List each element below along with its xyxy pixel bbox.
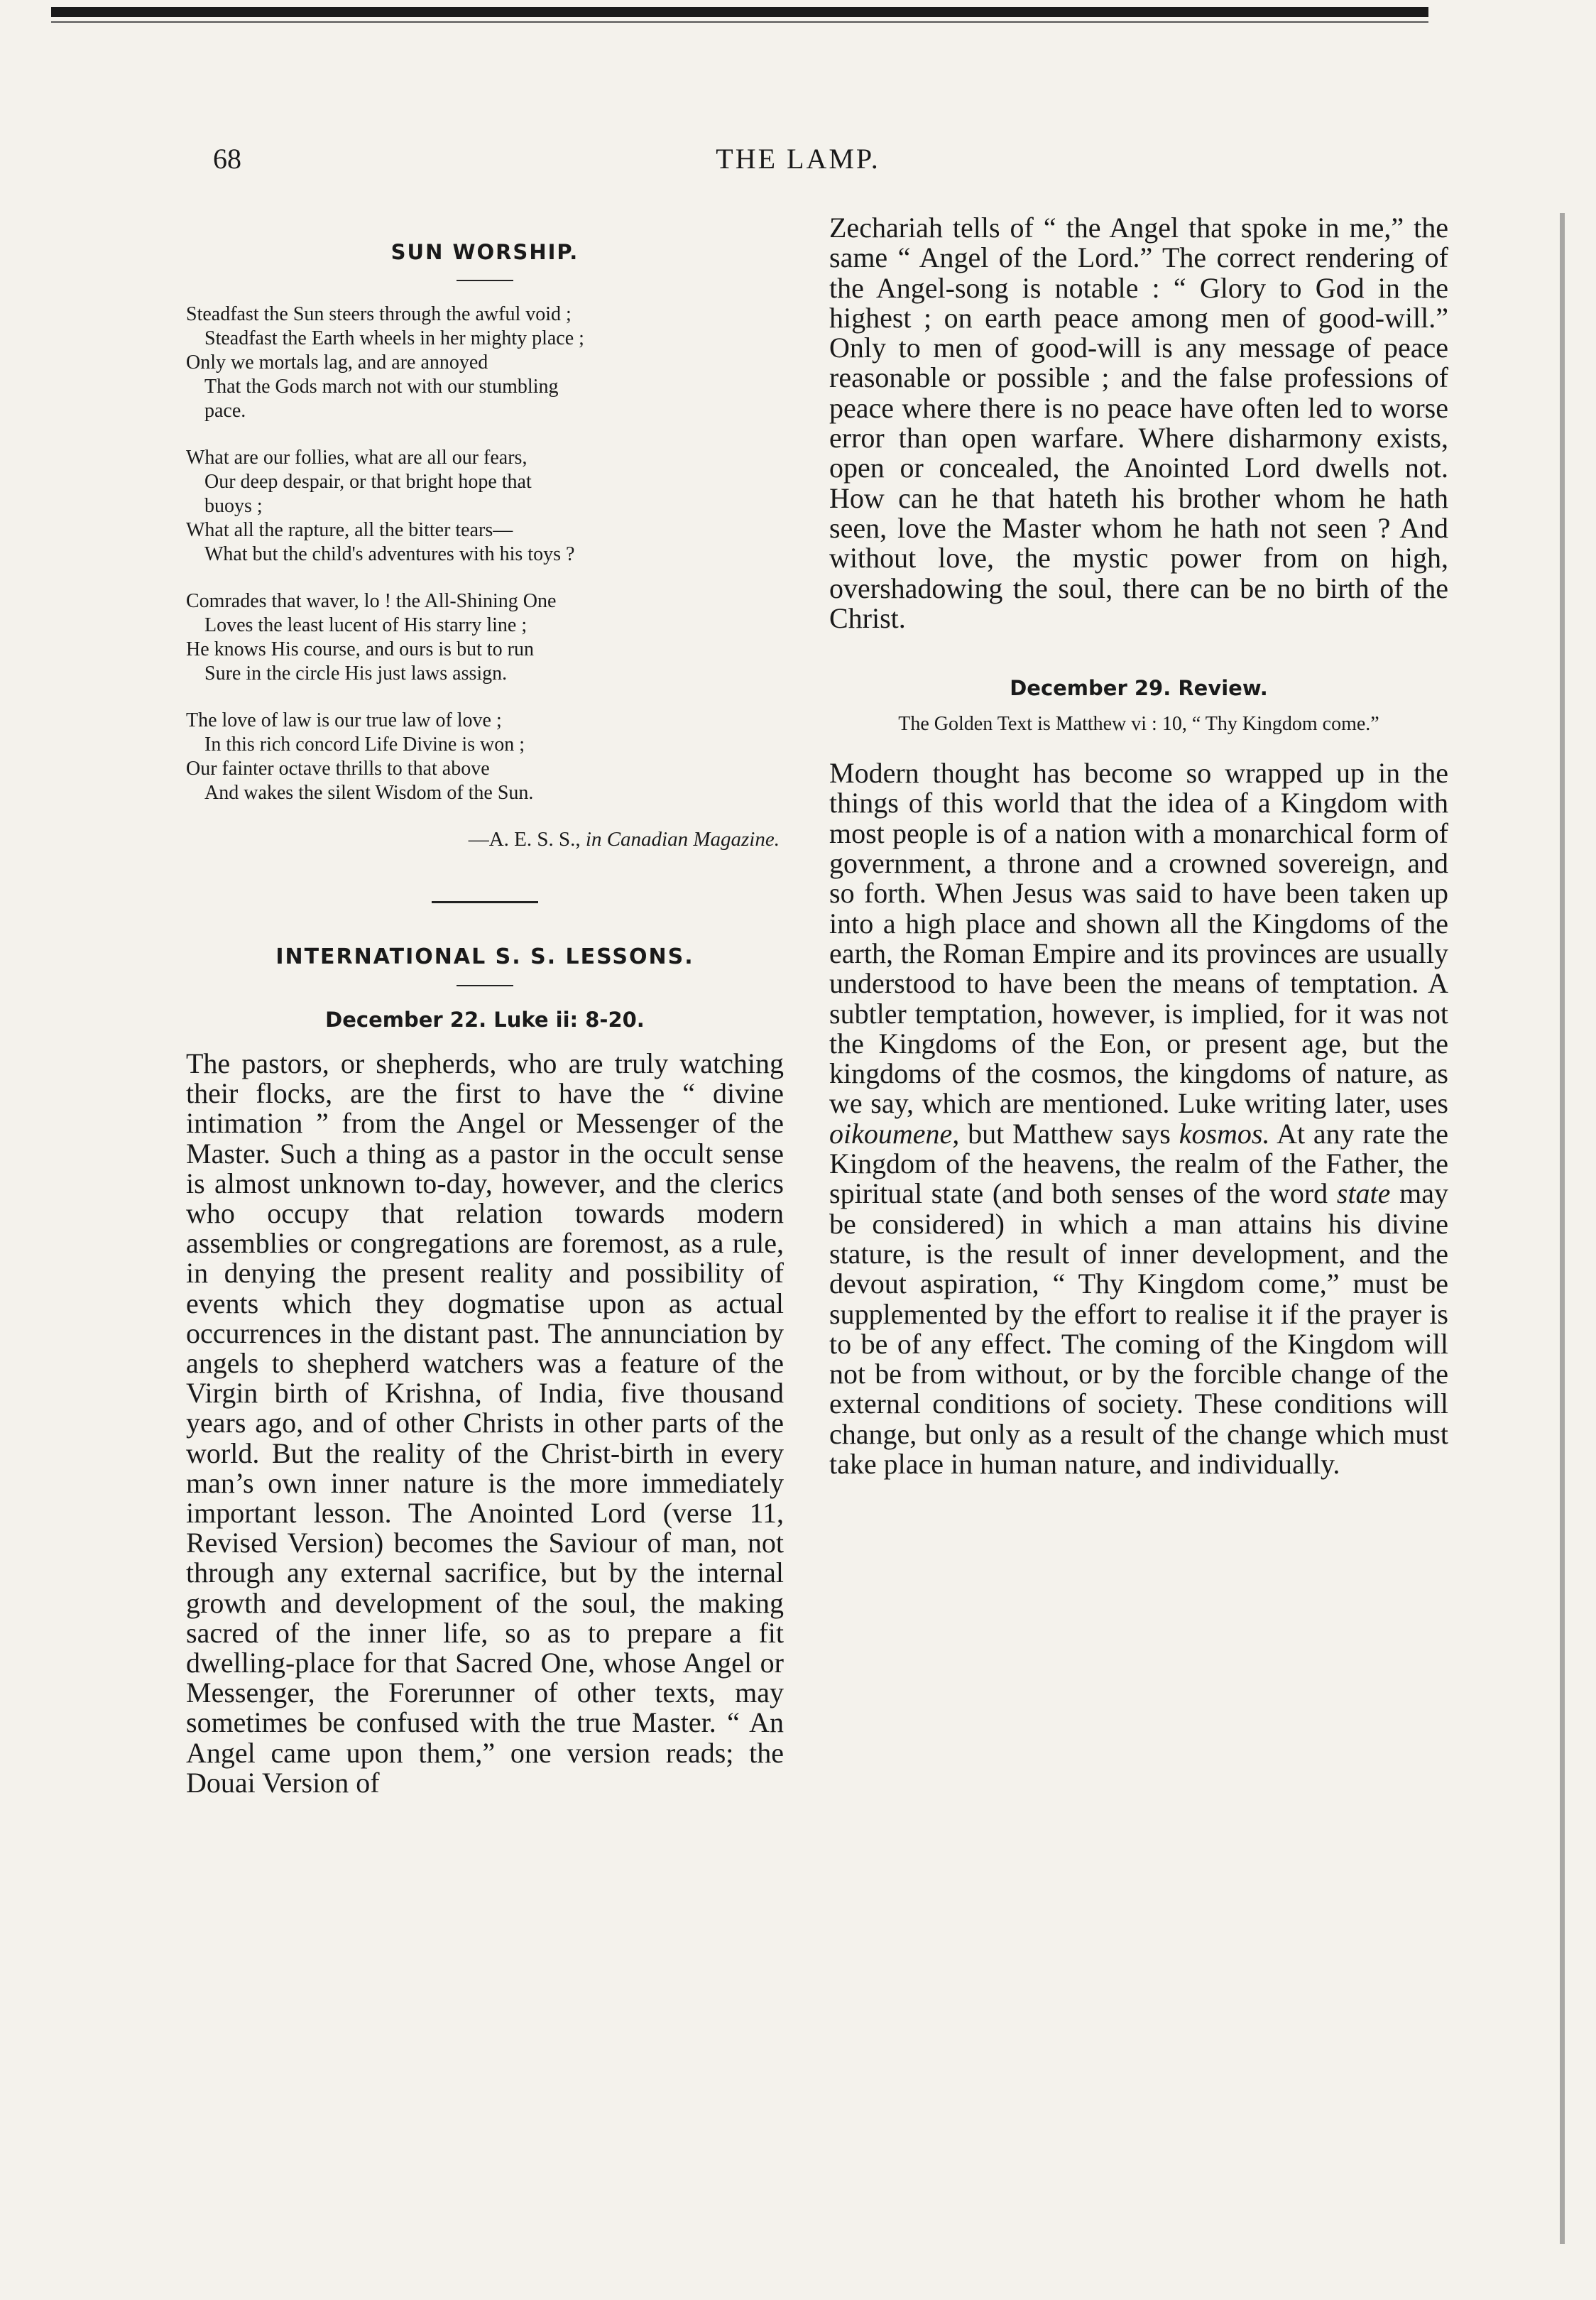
attribution-source: in Canadian Magazine. <box>585 828 780 851</box>
section-divider <box>432 901 538 903</box>
poem-line: Only we mortals lag, and are annoyed <box>186 351 488 374</box>
lesson-body-continued: Zechariah tells of “ the Angel that spoke in me,” the same “ Angel of the Lord.” The correct rendering of the Angel-song is notable : “ Glory to God in the highest ; on earth peace among men of good-will.” Only to men of good-will is any message of peace reasonable or possible ; and the false professions of peace where there is no peace have often led to worse error than open warfare. Where disharmony exists, open or concealed, the Anointed Lord dwells not. How can he that hateth his brother whom he hath seen, love the Master whom he hath not seen ? And without love, the mystic power from on high, overshadowing the soul, there can be no birth of the Christ. <box>829 212 1448 634</box>
attribution-author: —A. E. S. S., <box>468 828 581 851</box>
lesson-body <box>829 758 1448 1479</box>
poem-attribution <box>186 828 784 851</box>
golden-text: The Golden Text is Matthew vi : 10, “ Thy Kingdom come.” <box>898 713 1379 736</box>
poem-line: Comrades that waver, lo ! the All-Shining One <box>186 590 557 612</box>
page-number: 68 <box>213 143 241 175</box>
poem-stanza <box>186 303 784 423</box>
poem-line: Steadfast the Earth wheels in her mighty place ; <box>204 327 584 349</box>
poem-stanza <box>186 589 784 686</box>
poem-line: What but the child's adventures with his toys ? <box>204 543 575 565</box>
binding-edge <box>1560 213 1565 2244</box>
lesson-text-part: At any rate the Kingdom of the heavens, the realm of the Father, the spiritual state (and both senses of the word <box>829 1117 1449 1210</box>
italic-word: kosmos. <box>1179 1117 1270 1150</box>
poem-line: buoys ; <box>204 495 263 517</box>
left-column <box>186 213 784 1798</box>
poem-line: He knows His course, and ours is but to run <box>186 638 534 660</box>
poem-line: The love of law is our true law of love ; <box>186 709 502 731</box>
poem-line: In this rich concord Life Divine is won ; <box>204 734 525 756</box>
top-rule-thin <box>51 21 1428 23</box>
lesson-heading: December 29. Review. <box>1010 676 1268 701</box>
poem-line: Loves the least lucent of His starry line ; <box>204 614 528 636</box>
poem-stanza <box>186 446 784 567</box>
poem-line: pace. <box>204 400 246 422</box>
lesson-heading: December 22. Luke ii: 8-20. <box>325 1008 645 1032</box>
top-rule <box>51 7 1428 17</box>
poem-title-rule <box>457 280 513 281</box>
poem-line: That the Gods march not with our stumbling <box>204 376 559 398</box>
poem-line: And wakes the silent Wisdom of the Sun. <box>204 782 534 804</box>
lesson-body: The pastors, or shepherds, who are truly watching their flocks, are the first to have the “ divine intimation ” from the Angel or Messenger of the Master. Such a thing as a pastor in the occult sense is almost unknown to-day, however, and the clerics who occupy that relation towards modern assemblies or congregations are foremost, as a rule, in denying the present reality and possibility of events which they dogmatise upon as actual occurrences in the distant past. The annunciation by angels to shepherd watchers was a feature of the Virgin birth of Krishna, of India, five thousand years ago, and of other Christs in other parts of the world. But the reality of the Christ-birth in every man’s own inner nature is the more immediately important lesson. The Anointed Lord (verse 11, Revised Version) becomes the Saviour of man, not through any external sacrifice, but by the internal growth and development of the soul, the making sacred of the inner life, so as to prepare a fit dwelling-place for that Sacred One, whose Angel or Messenger, the Forerunner of other texts, may sometimes be confused with the true Master. “ An Angel came upon them,” one version reads; the Douai Version of <box>186 1047 784 1799</box>
poem-line: What all the rapture, all the bitter tears— <box>186 519 513 541</box>
lesson-text-part: may be considered) in which a man attains his divine stature, is the result of inner development, and the devout aspiration, “ Thy Kingdom come,” must be supplemented by the effort to realise it if the prayer is to be of any effect. The coming of the Kingdom will not be from without, or by the forcible change of the external conditions of society. These conditions will change, but only as a result of the change which must take place in human nature, and individually. <box>829 1177 1449 1480</box>
poem-line: Steadfast the Sun steers through the awful void ; <box>186 303 572 325</box>
section-title-rule <box>457 985 513 986</box>
right-column <box>829 213 1448 1479</box>
italic-word: state <box>1336 1177 1391 1210</box>
lesson-text-part: Modern thought has become so wrapped up in the things of this world that the idea of a Kingdom with most people is of a nation with a monarchical form of government, a throne and a crowned sovereign, and so forth. When Jesus was said to have been taken up into a high place and shown all the Kingdoms of the earth, the Roman Empire and its provinces are usually understood to have been the means of temptation. A subtler temptation, however, is implied, for it was not the Kingdoms of the Eon, or present age, but the kingdoms of the cosmos, the kingdoms of nature, as we say, which are mentioned. Luke writing later, uses <box>829 757 1448 1120</box>
poem-line: Our deep despair, or that bright hope that <box>204 471 532 493</box>
poem-line: Our fainter octave thrills to that above <box>186 758 490 780</box>
running-title: THE LAMP. <box>716 143 880 175</box>
lesson-text-part: but Matthew says <box>968 1117 1171 1150</box>
poem-line: What are our follies, what are all our fears, <box>186 447 528 469</box>
poem-line: Sure in the circle His just laws assign. <box>204 663 508 685</box>
poem-title: SUN WORSHIP. <box>390 240 579 264</box>
section-title: INTERNATIONAL S. S. LESSONS. <box>275 944 694 969</box>
poem-stanza <box>186 709 784 805</box>
italic-word: oikoumene, <box>829 1117 960 1150</box>
running-head <box>0 142 1596 192</box>
